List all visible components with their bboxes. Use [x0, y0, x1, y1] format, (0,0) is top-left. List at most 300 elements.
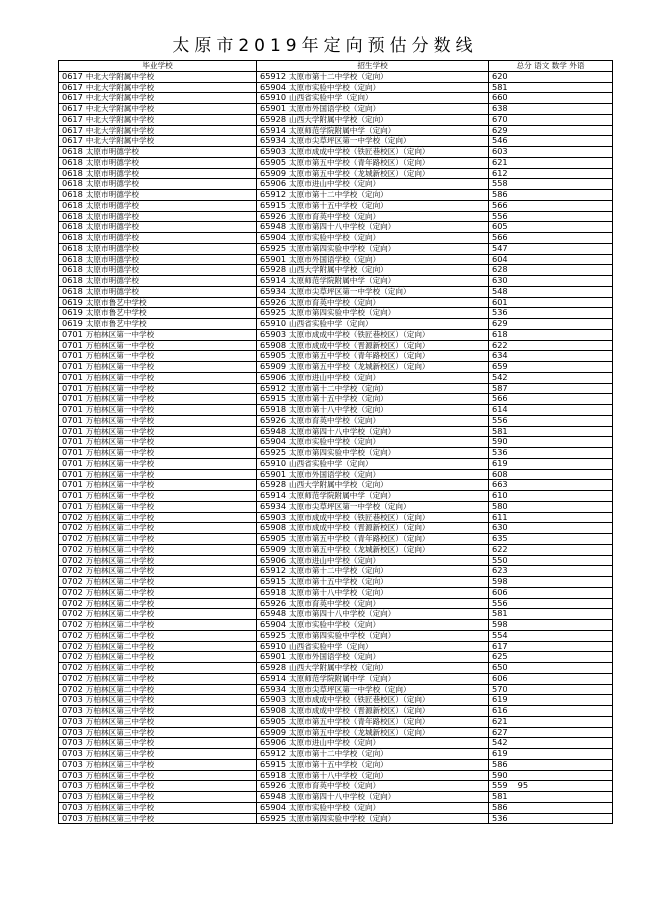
total-score: 558 — [492, 178, 508, 189]
admit-school-cell — [257, 706, 489, 717]
admit-school-code: 65906 — [260, 178, 287, 189]
grad-school-code: 0617 — [62, 135, 83, 146]
total-score: 618 — [492, 329, 508, 339]
score-cell — [489, 759, 613, 770]
admit-school-cell — [257, 190, 489, 201]
admit-school-cell — [257, 405, 489, 416]
table-row — [59, 222, 613, 233]
total-score: 580 — [492, 501, 508, 511]
admit-school-cell — [257, 544, 489, 555]
admit-school-cell — [257, 609, 489, 620]
admit-school-name: 太原市第十五中学校（定向） — [289, 394, 388, 404]
total-score: 660 — [492, 92, 508, 103]
admit-school-code: 65925 — [260, 630, 287, 640]
grad-school-name: 万柏林区第二中学校 — [85, 512, 155, 522]
admit-school-name: 太原市成成中学校（晋源新校区）（定向） — [289, 340, 430, 350]
table-row — [59, 458, 613, 469]
grad-school-cell — [59, 114, 257, 125]
total-score: 630 — [492, 275, 508, 285]
admit-school-cell — [257, 792, 489, 803]
grad-school-cell — [59, 211, 257, 222]
grad-school-name: 万柏林区第三中学校 — [85, 749, 155, 758]
grad-school-cell — [59, 480, 257, 491]
total-score: 610 — [492, 490, 508, 500]
score-cell — [489, 190, 613, 201]
admit-school-code: 65901 — [260, 254, 287, 264]
grad-school-name: 万柏林区第三中学校 — [85, 813, 155, 823]
total-score: 617 — [492, 641, 508, 651]
grad-school-cell — [59, 673, 257, 684]
grad-school-code: 0617 — [62, 92, 83, 103]
score-cell — [489, 308, 613, 319]
score-cell — [489, 673, 613, 684]
admit-school-cell — [257, 630, 489, 641]
admit-school-name: 太原市第十二中学校（定向） — [289, 383, 388, 393]
admit-school-cell — [257, 523, 489, 534]
admit-school-name: 太原市育英中学校（定向） — [289, 781, 381, 791]
admit-school-name: 山西大学附属中学校（定向） — [289, 265, 388, 275]
grad-school-name: 万柏林区第一中学校 — [85, 351, 155, 361]
grad-school-name: 太原市明德学校 — [85, 265, 139, 275]
grad-school-name: 中北大学附属中学校 — [85, 125, 155, 135]
grad-school-name: 万柏林区第一中学校 — [85, 383, 155, 393]
admit-school-code: 65903 — [260, 694, 287, 705]
admit-school-name: 太原师范学院附属中学（定向） — [289, 125, 396, 135]
grad-school-name: 万柏林区第三中学校 — [85, 792, 155, 801]
grad-school-code: 0701 — [62, 501, 83, 511]
total-score: 548 — [492, 286, 508, 296]
admit-school-code: 65912 — [260, 71, 287, 81]
total-score: 536 — [492, 447, 508, 457]
grad-school-cell — [59, 362, 257, 373]
grad-school-name: 中北大学附属中学校 — [85, 93, 155, 103]
admit-school-name: 太原市第四十八中学校（定向） — [289, 222, 396, 232]
total-score: 554 — [492, 630, 508, 640]
grad-school-code: 0701 — [62, 383, 83, 393]
admit-school-cell — [257, 458, 489, 469]
grad-school-code: 0617 — [62, 82, 83, 92]
grad-school-name: 万柏林区第二中学校 — [85, 598, 155, 608]
header-score-cols: 总分 语文 数学 外语 — [489, 61, 613, 72]
table-row — [59, 415, 613, 426]
score-cell — [489, 544, 613, 555]
admit-school-code: 65908 — [260, 522, 287, 533]
grad-school-cell — [59, 458, 257, 469]
grad-school-cell — [59, 243, 257, 254]
grad-school-cell — [59, 286, 257, 297]
grad-school-cell — [59, 233, 257, 244]
grad-school-cell — [59, 125, 257, 136]
table-row — [59, 362, 613, 373]
grad-school-code: 0703 — [62, 716, 83, 726]
admit-school-code: 65904 — [260, 802, 287, 812]
table-row — [59, 749, 613, 760]
admit-school-cell — [257, 652, 489, 663]
score-cell — [489, 276, 613, 287]
total-score: 614 — [492, 404, 508, 414]
admit-school-cell — [257, 684, 489, 695]
score-cell — [489, 469, 613, 480]
admit-school-name: 太原市第五中学校（青年路校区）（定向） — [289, 157, 430, 167]
admit-school-name: 太原市尖草坪区第一中学校（定向） — [289, 136, 411, 146]
admit-school-name: 太原市第十八中学校（定向） — [289, 587, 388, 597]
grad-school-cell — [59, 544, 257, 555]
grad-school-cell — [59, 759, 257, 770]
header-grad-school: 毕业学校 — [59, 61, 257, 72]
grad-school-cell — [59, 104, 257, 115]
grad-school-cell — [59, 254, 257, 265]
admit-school-code: 65903 — [260, 512, 287, 522]
admit-school-cell — [257, 426, 489, 437]
grad-school-name: 太原市明德学校 — [85, 211, 139, 221]
grad-school-code: 0619 — [62, 297, 83, 307]
admit-school-code: 65910 — [260, 641, 287, 651]
grad-school-cell — [59, 738, 257, 749]
total-score: 619 — [492, 458, 508, 468]
total-score: 581 — [492, 426, 508, 436]
grad-school-code: 0702 — [62, 684, 83, 694]
grad-school-name: 万柏林区第一中学校 — [85, 480, 155, 490]
grad-school-code: 0702 — [62, 673, 83, 683]
total-score: 603 — [492, 146, 508, 156]
total-score: 586 — [492, 802, 508, 812]
admit-school-code: 65925 — [260, 243, 287, 253]
admit-school-name: 太原市尖草坪区第一中学校（定向） — [289, 684, 411, 694]
table-body — [59, 71, 613, 824]
grad-school-cell — [59, 501, 257, 512]
total-score: 547 — [492, 243, 508, 253]
total-score: 616 — [492, 705, 508, 715]
admit-school-cell — [257, 759, 489, 770]
admit-school-code: 65925 — [260, 813, 287, 823]
grad-school-name: 中北大学附属中学校 — [85, 71, 155, 81]
total-score: 625 — [492, 651, 508, 662]
total-score: 581 — [492, 791, 508, 801]
grad-school-code: 0619 — [62, 307, 83, 318]
total-score: 606 — [492, 673, 508, 683]
score-cell — [489, 362, 613, 373]
grad-school-cell — [59, 426, 257, 437]
grad-school-code: 0618 — [62, 254, 83, 264]
score-cell — [489, 577, 613, 588]
score-cell — [489, 351, 613, 362]
grad-school-name: 中北大学附属中学校 — [85, 104, 155, 113]
admit-school-name: 太原市成成中学校（晋源新校区）（定向） — [289, 706, 430, 715]
grad-school-name: 万柏林区第三中学校 — [85, 738, 155, 748]
score-cell — [489, 254, 613, 265]
total-score: 670 — [492, 114, 508, 124]
grad-school-code: 0703 — [62, 694, 83, 705]
grad-school-code: 0701 — [62, 490, 83, 500]
grad-school-cell — [59, 512, 257, 523]
total-score: 570 — [492, 684, 508, 694]
admit-school-name: 太原市实验中学校（定向） — [289, 802, 381, 812]
admit-school-cell — [257, 469, 489, 480]
grad-school-cell — [59, 792, 257, 803]
grad-school-cell — [59, 534, 257, 545]
admit-school-name: 山西省实验中学（定向） — [289, 458, 373, 468]
admit-school-cell — [257, 222, 489, 233]
grad-school-name: 万柏林区第二中学校 — [85, 523, 155, 533]
total-score: 620 — [492, 71, 508, 81]
score-cell — [489, 114, 613, 125]
admit-school-cell — [257, 372, 489, 383]
grad-school-name: 万柏林区第一中学校 — [85, 426, 155, 436]
score-cell — [489, 136, 613, 147]
grad-school-cell — [59, 598, 257, 609]
total-score: 605 — [492, 221, 508, 232]
score-cell — [489, 243, 613, 254]
admit-school-cell — [257, 329, 489, 340]
admit-school-cell — [257, 620, 489, 631]
table-row — [59, 695, 613, 706]
admit-school-cell — [257, 340, 489, 351]
grad-school-cell — [59, 706, 257, 717]
grad-school-name: 中北大学附属中学校 — [85, 114, 155, 124]
grad-school-cell — [59, 136, 257, 147]
grad-school-code: 0702 — [62, 662, 83, 672]
admit-school-code: 65948 — [260, 608, 287, 619]
score-cell — [489, 394, 613, 405]
admit-school-code: 65925 — [260, 307, 287, 318]
score-cell — [489, 340, 613, 351]
admit-school-name: 太原市成成中学校（铁匠巷校区）（定向） — [289, 695, 430, 705]
score-cell — [489, 663, 613, 674]
total-score: 546 — [492, 135, 508, 146]
admit-school-code: 65948 — [260, 221, 287, 232]
admit-school-name: 太原市成成中学校（晋源新校区）（定向） — [289, 523, 430, 533]
admit-school-name: 太原市进山中学校（定向） — [289, 738, 381, 748]
total-score: 629 — [492, 318, 508, 328]
grad-school-code: 0702 — [62, 587, 83, 597]
table-row — [59, 577, 613, 588]
score-cell — [489, 555, 613, 566]
admit-school-code: 65912 — [260, 189, 287, 199]
total-score: 650 — [492, 662, 508, 672]
grad-school-code: 0702 — [62, 630, 83, 640]
grad-school-name: 万柏林区第一中学校 — [85, 491, 155, 500]
admit-school-code: 65912 — [260, 748, 287, 758]
admit-school-cell — [257, 501, 489, 512]
grad-school-name: 万柏林区第一中学校 — [85, 469, 155, 479]
score-cell — [489, 738, 613, 749]
grad-school-code: 0703 — [62, 780, 83, 791]
admit-school-name: 太原市实验中学校（定向） — [289, 82, 381, 92]
admit-school-code: 65910 — [260, 92, 287, 103]
admit-school-code: 65903 — [260, 329, 287, 339]
grad-school-cell — [59, 179, 257, 190]
score-cell — [489, 813, 613, 824]
grad-school-name: 万柏林区第二中学校 — [85, 566, 155, 576]
admit-school-name: 太原市第十八中学校（定向） — [289, 405, 388, 414]
admit-school-code: 65948 — [260, 791, 287, 801]
table-row — [59, 534, 613, 545]
admit-school-code: 65928 — [260, 662, 287, 672]
header-admit-school: 招生学校 — [257, 61, 489, 72]
admit-school-cell — [257, 297, 489, 308]
grad-school-cell — [59, 620, 257, 631]
admit-school-cell — [257, 641, 489, 652]
table-row — [59, 114, 613, 125]
table-row — [59, 71, 613, 82]
admit-school-name: 太原市第十八中学校（定向） — [289, 770, 388, 780]
admit-school-name: 太原市成成中学校（铁匠巷校区）（定向） — [289, 329, 430, 339]
grad-school-code: 0702 — [62, 544, 83, 554]
admit-school-code: 65909 — [260, 727, 287, 737]
total-score: 611 — [492, 512, 508, 522]
grad-school-code: 0703 — [62, 770, 83, 780]
admit-school-name: 太原市成成中学校（铁匠巷校区）（定向） — [289, 512, 430, 522]
grad-school-cell — [59, 168, 257, 179]
score-cell — [489, 319, 613, 330]
grad-school-name: 万柏林区第一中学校 — [85, 329, 155, 339]
grad-school-name: 中北大学附属中学校 — [85, 82, 155, 92]
table-row — [59, 781, 613, 792]
table-row — [59, 652, 613, 663]
table-row — [59, 512, 613, 523]
grad-school-name: 万柏林区第二中学校 — [85, 673, 155, 683]
admit-school-cell — [257, 781, 489, 792]
total-score: 619 — [492, 748, 508, 758]
admit-school-code: 65905 — [260, 716, 287, 726]
grad-school-name: 太原市明德学校 — [85, 254, 139, 264]
grad-school-name: 万柏林区第二中学校 — [85, 652, 155, 662]
admit-school-name: 山西大学附属中学校（定向） — [289, 114, 388, 124]
admit-school-name: 太原市外国语学校（定向） — [289, 652, 381, 662]
table-row — [59, 405, 613, 416]
grad-school-name: 太原市明德学校 — [85, 276, 139, 285]
admit-school-name: 太原市第十二中学校（定向） — [289, 566, 388, 576]
admit-school-code: 65918 — [260, 770, 287, 780]
admit-school-name: 太原市进山中学校（定向） — [289, 372, 381, 382]
grad-school-name: 太原市鲁艺中学校 — [85, 319, 147, 328]
admit-school-cell — [257, 308, 489, 319]
grad-school-name: 中北大学附属中学校 — [85, 136, 155, 146]
admit-school-code: 65901 — [260, 651, 287, 662]
grad-school-code: 0702 — [62, 565, 83, 576]
admit-school-code: 65906 — [260, 555, 287, 565]
admit-school-cell — [257, 802, 489, 813]
admit-school-code: 65912 — [260, 565, 287, 576]
admit-school-code: 65926 — [260, 211, 287, 221]
grad-school-name: 万柏林区第三中学校 — [85, 706, 155, 715]
grad-school-cell — [59, 652, 257, 663]
grad-school-code: 0617 — [62, 114, 83, 124]
grad-school-name: 万柏林区第二中学校 — [85, 620, 155, 629]
grad-school-code: 0701 — [62, 404, 83, 414]
admit-school-name: 山西大学附属中学校（定向） — [289, 663, 388, 672]
grad-school-cell — [59, 297, 257, 308]
grad-school-cell — [59, 276, 257, 287]
table-row — [59, 480, 613, 491]
admit-school-name: 山西省实验中学（定向） — [289, 93, 373, 103]
grad-school-code: 0702 — [62, 512, 83, 522]
total-score: 612 — [492, 168, 508, 178]
grad-school-code: 0703 — [62, 791, 83, 801]
table-row — [59, 243, 613, 254]
grad-school-cell — [59, 609, 257, 620]
total-score: 621 — [492, 716, 508, 726]
score-cell — [489, 93, 613, 104]
table-row — [59, 523, 613, 534]
table-row — [59, 684, 613, 695]
admit-school-code: 65928 — [260, 114, 287, 124]
admit-school-cell — [257, 125, 489, 136]
admit-school-code: 65903 — [260, 146, 287, 156]
grad-school-name: 万柏林区第一中学校 — [85, 372, 155, 382]
grad-school-name: 万柏林区第二中学校 — [85, 555, 155, 565]
grad-school-code: 0701 — [62, 361, 83, 371]
table-row — [59, 706, 613, 717]
admit-school-code: 65928 — [260, 479, 287, 490]
score-table — [58, 60, 613, 824]
total-score: 622 — [492, 340, 508, 350]
score-cell — [489, 125, 613, 136]
extra-score: 95 — [517, 780, 529, 791]
score-cell — [489, 437, 613, 448]
grad-school-name: 万柏林区第二中学校 — [85, 641, 155, 651]
grad-school-cell — [59, 157, 257, 168]
total-score: 566 — [492, 232, 508, 242]
total-score: 663 — [492, 479, 508, 490]
grad-school-name: 太原市明德学校 — [85, 233, 139, 242]
admit-school-name: 太原市第十二中学校（定向） — [289, 749, 388, 758]
score-cell — [489, 157, 613, 168]
admit-school-name: 山西省实验中学（定向） — [289, 319, 373, 328]
grad-school-name: 万柏林区第二中学校 — [85, 534, 155, 543]
admit-school-cell — [257, 351, 489, 362]
grad-school-cell — [59, 491, 257, 502]
grad-school-name: 万柏林区第三中学校 — [85, 770, 155, 780]
table-row — [59, 491, 613, 502]
total-score: 621 — [492, 157, 508, 167]
admit-school-name: 太原市第四十八中学校（定向） — [289, 609, 396, 619]
table-row — [59, 802, 613, 813]
admit-school-cell — [257, 749, 489, 760]
admit-school-name: 太原市第五中学校（龙城新校区）（定向） — [289, 168, 430, 178]
grad-school-code: 0702 — [62, 598, 83, 608]
admit-school-cell — [257, 448, 489, 459]
total-score: 628 — [492, 264, 508, 275]
admit-school-name: 太原市育英中学校（定向） — [289, 211, 381, 221]
admit-school-name: 太原市育英中学校（定向） — [289, 415, 381, 425]
admit-school-code: 65904 — [260, 619, 287, 629]
grad-school-name: 太原市明德学校 — [85, 179, 139, 189]
grad-school-name: 太原市明德学校 — [85, 200, 139, 210]
grad-school-cell — [59, 555, 257, 566]
table-row — [59, 233, 613, 244]
admit-school-code: 65906 — [260, 372, 287, 382]
admit-school-name: 太原市外国语学校（定向） — [289, 254, 381, 264]
grad-school-name: 万柏林区第三中学校 — [85, 695, 155, 705]
grad-school-cell — [59, 405, 257, 416]
grad-school-code: 0617 — [62, 103, 83, 113]
admit-school-code: 65926 — [260, 415, 287, 425]
score-cell — [489, 792, 613, 803]
score-cell — [489, 802, 613, 813]
grad-school-code: 0617 — [62, 71, 83, 81]
admit-school-cell — [257, 813, 489, 824]
grad-school-cell — [59, 684, 257, 695]
grad-school-code: 0701 — [62, 393, 83, 404]
admit-school-name: 太原市实验中学校（定向） — [289, 437, 381, 447]
score-cell — [489, 620, 613, 631]
admit-school-name: 太原市外国语学校（定向） — [289, 104, 381, 113]
grad-school-code: 0703 — [62, 813, 83, 823]
grad-school-name: 太原市鲁艺中学校 — [85, 297, 147, 307]
table-row — [59, 609, 613, 620]
grad-school-cell — [59, 813, 257, 824]
